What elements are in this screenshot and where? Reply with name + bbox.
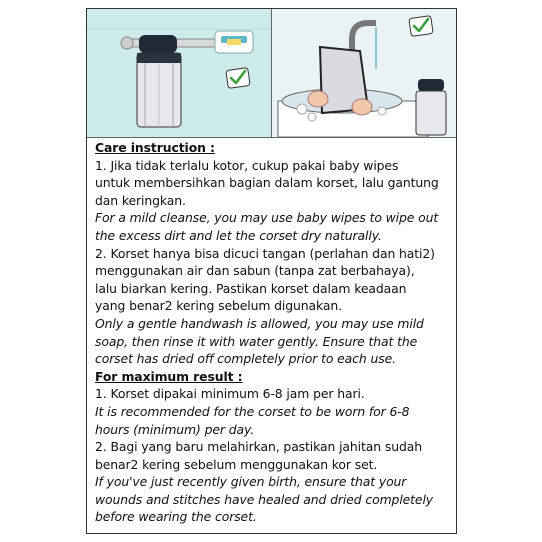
maximum-result-heading: For maximum result : bbox=[95, 368, 243, 384]
handwash-illustration bbox=[272, 9, 456, 137]
care-line: 2. Korset hanya bisa dicuci tangan (perlahan dan hati2) bbox=[95, 245, 435, 261]
care-english-line: corset has dried off completely prior to each use. bbox=[95, 351, 396, 367]
care-english-line: Only a gentle handwash is allowed, you may use mild bbox=[95, 315, 424, 331]
illustration-hanging-corset bbox=[87, 9, 272, 138]
care-line: yang benar2 kering sebelum digunakan. bbox=[95, 298, 342, 314]
illustration-handwash-corset bbox=[272, 9, 456, 138]
max-english-line: It is recommended for the corset to be worn for 6-8 bbox=[95, 403, 410, 419]
care-instruction-heading: Care instruction : bbox=[95, 140, 215, 155]
care-line: untuk membersihkan bagian dalam korset, lalu gantung bbox=[95, 175, 439, 191]
hanging-corset-illustration bbox=[87, 9, 271, 137]
care-line: 1. Jika tidak terlalu kotor, cukup pakai baby wipes bbox=[95, 157, 399, 173]
max-english-line: wounds and stitches have healed and dried completely bbox=[95, 491, 434, 507]
max-line: 1. Korset dipakai minimum 6-8 jam per hari. bbox=[95, 386, 365, 402]
care-english-line: For a mild cleanse, you may use baby wipes to wipe out bbox=[95, 210, 439, 226]
care-line: menggunakan air dan sabun (tanpa zat berbahaya), bbox=[95, 263, 415, 279]
max-english-line: hours (minimum) per day. bbox=[95, 421, 255, 437]
care-line: dan keringkan. bbox=[95, 192, 186, 208]
care-english-line: soap, then rinse it with water gently. Ensure that the bbox=[95, 333, 418, 349]
care-line: lalu biarkan kering. Pastikan korset dalam keadaan bbox=[95, 280, 407, 296]
instruction-card bbox=[86, 8, 457, 534]
max-english-line: If you've just recently given birth, ensure that your bbox=[95, 474, 407, 490]
instructions-text bbox=[95, 139, 453, 526]
max-english-line: before wearing the corset. bbox=[95, 509, 257, 525]
max-line: benar2 kering sebelum menggunakan kor set. bbox=[95, 456, 378, 472]
care-english-line: the excess dirt and let the corset dry naturally. bbox=[95, 227, 382, 243]
max-line: 2. Bagi yang baru melahirkan, pastikan jahitan sudah bbox=[95, 439, 422, 455]
